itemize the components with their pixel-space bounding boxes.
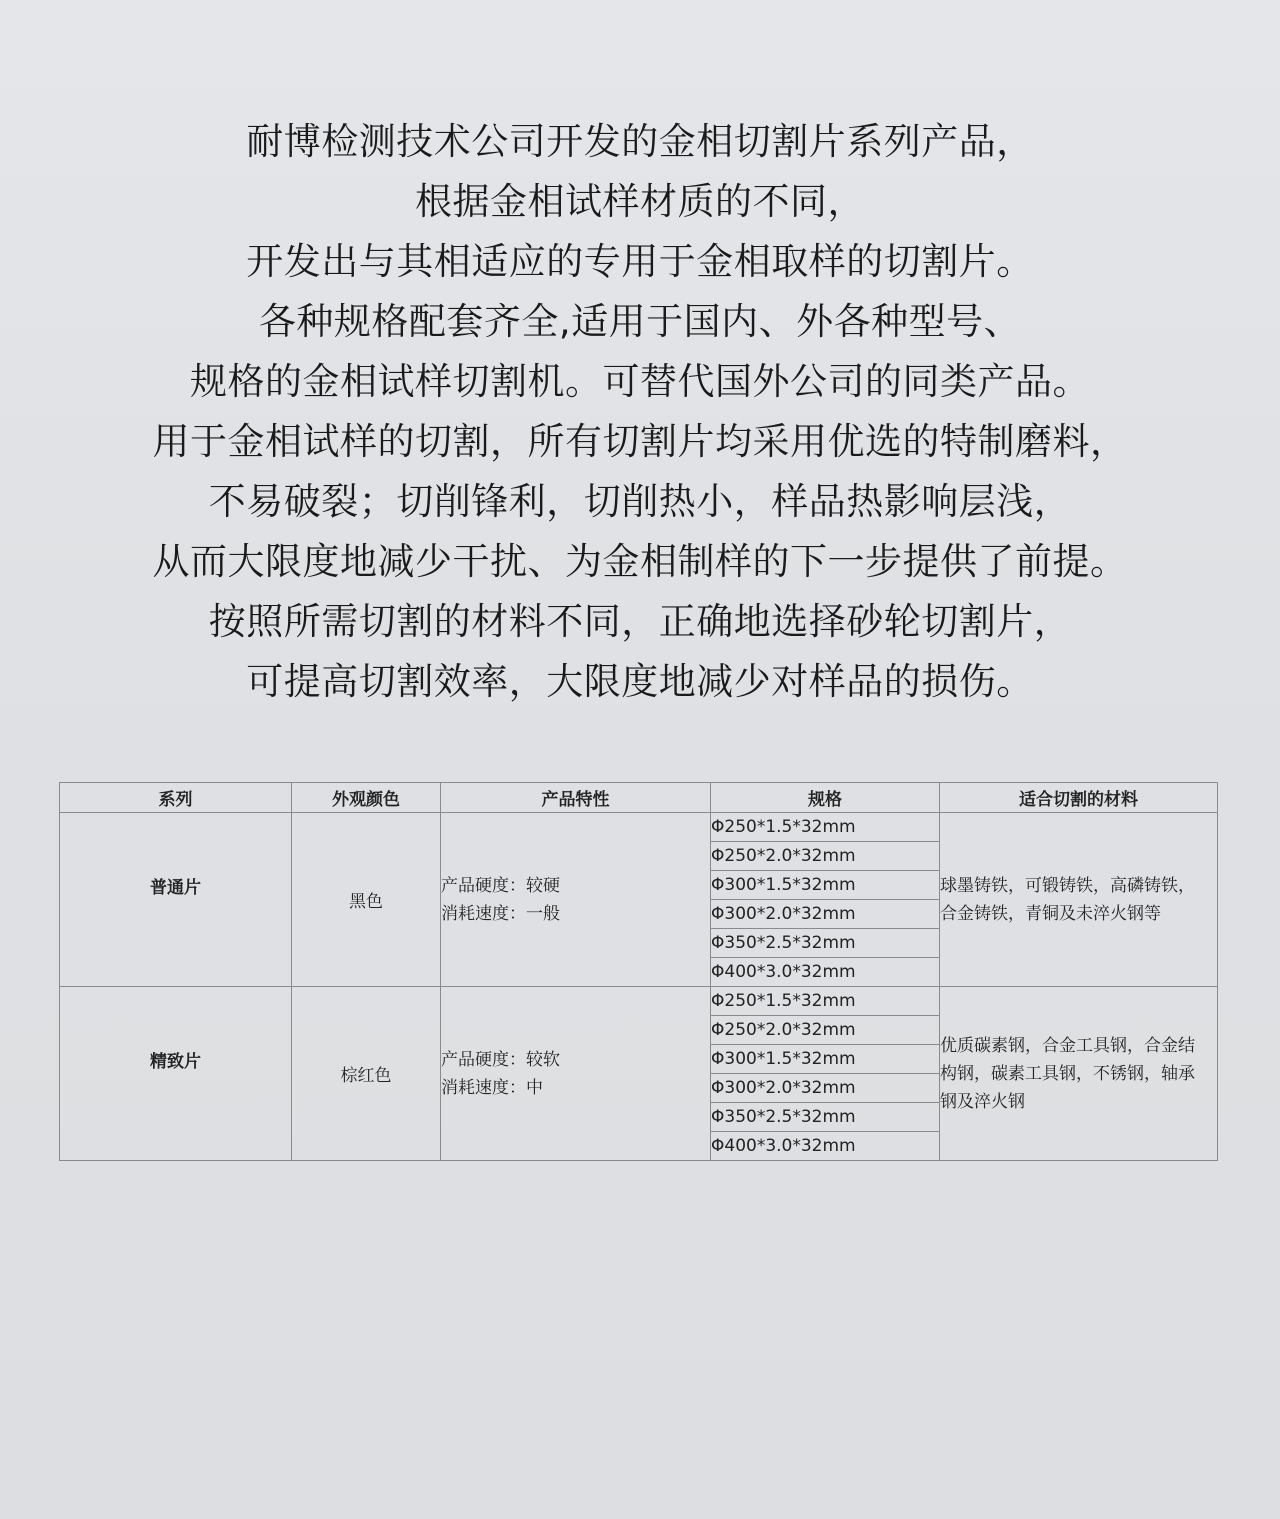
header-features: 产品特性 <box>441 783 711 813</box>
materials-line: 构钢，碳素工具钢，不锈钢，轴承 <box>940 1063 1195 1084</box>
spec-cell: Φ250*1.5*32mm <box>711 813 940 842</box>
intro-line: 从而大限度地减少干扰、为金相制样的下一步提供了前提。 <box>152 540 1128 583</box>
spec-cell: Φ250*2.0*32mm <box>711 1016 940 1045</box>
intro-text <box>0 112 1280 712</box>
materials-cell <box>940 987 1218 1161</box>
intro-line: 用于金相试样的切割，所有切割片均采用优选的特制磨料， <box>152 420 1128 463</box>
header-specs: 规格 <box>711 783 940 813</box>
spec-cell: Φ350*2.5*32mm <box>711 1103 940 1132</box>
intro-line: 各种规格配套齐全,适用于国内、外各种型号、 <box>258 300 1022 343</box>
feature-hardness: 产品硬度：较硬 <box>441 875 560 896</box>
table-row <box>60 813 1218 842</box>
feature-wear-rate: 消耗速度：中 <box>441 1077 543 1098</box>
intro-line: 规格的金相试样切割机。可替代国外公司的同类产品。 <box>190 360 1090 403</box>
intro-line: 按照所需切割的材料不同，正确地选择砂轮切割片， <box>208 600 1072 643</box>
spec-cell: Φ300*2.0*32mm <box>711 1074 940 1103</box>
color-cell: 棕红色 <box>292 987 441 1161</box>
features-cell <box>441 813 711 987</box>
intro-line: 根据金相试样材质的不同， <box>415 180 865 223</box>
spec-cell: Φ250*1.5*32mm <box>711 987 940 1016</box>
materials-line: 合金铸铁，青铜及未淬火钢等 <box>940 903 1161 924</box>
table-header-row <box>60 783 1218 813</box>
feature-hardness: 产品硬度：较软 <box>441 1049 560 1070</box>
materials-line: 钢及淬火钢 <box>940 1091 1025 1112</box>
header-color: 外观颜色 <box>292 783 441 813</box>
spec-cell: Φ250*2.0*32mm <box>711 842 940 871</box>
spec-cell: Φ400*3.0*32mm <box>711 958 940 987</box>
header-materials: 适合切割的材料 <box>940 783 1218 813</box>
features-cell <box>441 987 711 1161</box>
materials-line: 球墨铸铁，可锻铸铁，高磷铸铁， <box>940 875 1195 896</box>
intro-line: 可提高切割效率，大限度地减少对样品的损伤。 <box>246 660 1034 703</box>
materials-line: 优质碳素钢，合金工具钢，合金结 <box>940 1035 1195 1056</box>
header-series: 系列 <box>60 783 292 813</box>
spec-cell: Φ400*3.0*32mm <box>711 1132 940 1161</box>
intro-line: 耐博检测技术公司开发的金相切割片系列产品， <box>246 120 1034 163</box>
materials-cell <box>940 813 1218 987</box>
feature-wear-rate: 消耗速度：一般 <box>441 903 560 924</box>
table-row <box>60 987 1218 1016</box>
intro-line: 开发出与其相适应的专用于金相取样的切割片。 <box>246 240 1034 283</box>
spec-cell: Φ300*1.5*32mm <box>711 1045 940 1074</box>
color-cell: 黑色 <box>292 813 441 987</box>
spec-cell: Φ300*2.0*32mm <box>711 900 940 929</box>
series-cell: 精致片 <box>60 987 292 1161</box>
product-spec-table <box>59 782 1218 1161</box>
intro-line: 不易破裂；切削锋利，切削热小，样品热影响层浅， <box>208 480 1072 523</box>
spec-cell: Φ350*2.5*32mm <box>711 929 940 958</box>
spec-cell: Φ300*1.5*32mm <box>711 871 940 900</box>
series-cell: 普通片 <box>60 813 292 987</box>
